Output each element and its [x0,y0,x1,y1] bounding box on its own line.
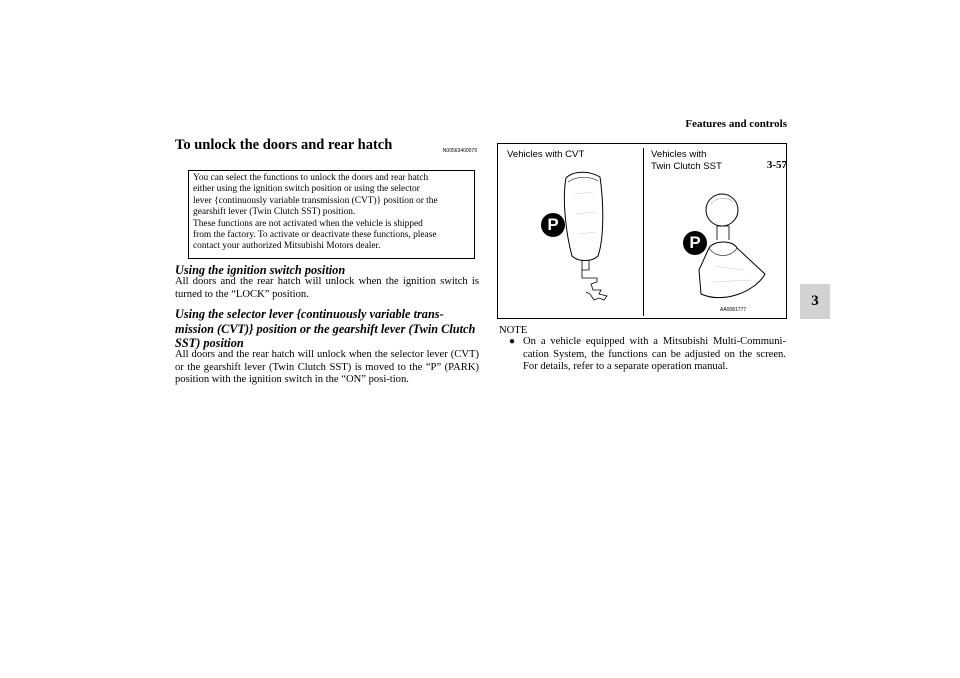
park-badge-icon: P [541,213,565,237]
info-line: contact your authorized Mitsubishi Motors dealer. [193,241,381,252]
figure-code: AA0081777 [720,307,747,313]
info-line: These functions are not activated when the vehicle is shipped [193,218,423,229]
document-code: N00563400079 [442,148,477,154]
cvt-selector-lever-illustration [498,144,643,318]
info-line: either using the ignition switch position or using the selector [193,184,420,195]
section-body-ignition: All doors and the rear hatch will unlock when the ignition switch is turned to the “LOCK” position. [175,276,479,300]
bullet-icon: ● [509,336,516,347]
note-label: NOTE [499,325,528,336]
section-body-selector: All doors and the rear hatch will unlock when the selector lever (CVT) or the gearshift lever (Twin Clutch SST) is moved to the “P” (PARK) position with the ignition switch in the “ON” posi-tion. [175,349,479,386]
info-box [188,170,475,259]
page-title: To unlock the doors and rear hatch [175,137,393,153]
note-text: On a vehicle equipped with a Mitsubishi Multi-Communi-cation System, the functions can be adjusted on the screen. For details, refer to a separate operation manual. [523,336,786,373]
page-number: 3-57 [766,159,787,171]
section-heading-ignition: Using the ignition switch position [175,263,346,277]
figure-label-sst-line: Vehicles with [651,149,707,160]
park-badge-icon: P [683,231,707,255]
section-heading-selector: Using the selector lever {continuously variable trans-mission (CVT)} position or the gearshift lever (Twin Clutch SST) position [175,307,476,350]
info-line: from the factory. To activate or deactivate these functions, please [193,230,437,241]
chapter-tab: 3 [800,284,830,319]
info-line: gearshift lever (Twin Clutch SST) position. [193,207,356,218]
gear-lever-figure [497,143,787,319]
figure-label-cvt: Vehicles with CVT [507,149,585,160]
sst-gearshift-lever-illustration [643,144,786,318]
info-line: lever {continuously variable transmission (CVT)} position or the [193,195,438,206]
info-line: You can select the functions to unlock the doors and rear hatch [193,173,429,183]
section-header: Features and controls [685,118,787,130]
figure-label-sst-line: Twin Clutch SST [651,161,722,172]
